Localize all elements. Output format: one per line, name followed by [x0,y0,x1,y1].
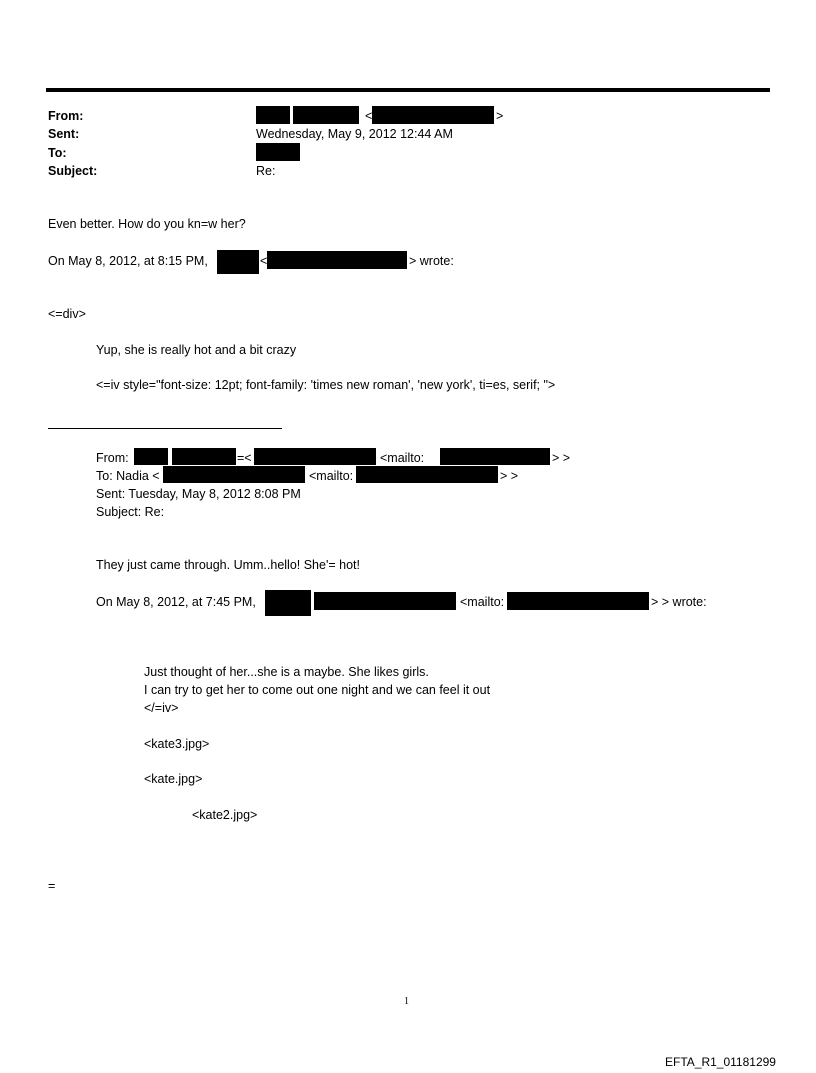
on-wrote-suffix: > > wrote: [651,595,707,609]
redaction-block [265,590,311,616]
style-line: <=iv style="font-size: 12pt; font-family: 'times new roman', 'new york', ti=es, serif; "> [96,378,556,392]
redaction-block [314,592,456,610]
redaction-block [293,106,359,124]
divider [48,428,282,429]
redaction-block [507,592,649,610]
redaction-block [254,448,376,465]
redaction-block [267,251,407,269]
header-rule [46,88,770,92]
quoted-from-eq: =< [237,451,252,465]
redaction-block [217,250,259,274]
quoted-sent: Sent: Tuesday, May 8, 2012 8:08 PM [96,487,301,501]
body-line: I can try to get her to come out one night and we can feel it out [144,683,491,697]
quoted-subject: Subject: Re: [96,505,165,519]
to-label: To: [48,146,67,160]
page-number: 1 [404,996,409,1007]
quoted-to-prefix: To: Nadia < [96,469,160,483]
on-wrote-prefix: On May 8, 2012, at 8:15 PM, [48,254,208,268]
from-gt: > [496,109,504,123]
quoted-from-end: > > [552,451,571,465]
body-line: Even better. How do you kn=w her? [48,217,246,231]
sent-label: Sent: [48,127,80,141]
redaction-block [256,143,300,161]
from-lt: < [365,109,373,123]
sent-value: Wednesday, May 9, 2012 12:44 AM [256,127,453,141]
body-line: Just thought of her...she is a maybe. She likes girls. [144,665,429,679]
redaction-block [172,448,236,465]
div-open-tag: <=div> [48,307,86,321]
end-mark: = [48,879,56,893]
redaction-block [163,466,305,483]
quoted-to-mailto: <mailto: [309,469,354,483]
subject-label: Subject: [48,164,98,178]
document-id: EFTA_R1_01181299 [665,1055,776,1069]
attachment-label: <kate.jpg> [144,772,203,786]
redaction-block [256,106,290,124]
on-wrote-lt: < [260,254,268,268]
attachment-label: <kate3.jpg> [144,737,210,751]
redaction-block [356,466,498,483]
on-wrote-prefix: On May 8, 2012, at 7:45 PM, [96,595,256,609]
attachment-label: <kate2.jpg> [192,808,258,822]
quoted-from-label: From: [96,451,129,465]
div-close-tag: </=iv> [144,701,179,715]
body-line: Yup, she is really hot and a bit crazy [96,343,297,357]
quoted-from-mailto: <mailto: [380,451,425,465]
redaction-block [134,448,168,465]
body-line: They just came through. Umm..hello! She'= hot! [96,558,360,572]
on-wrote-mailto: <mailto: [460,595,505,609]
from-label: From: [48,109,84,123]
redaction-block [440,448,550,465]
redaction-block [372,106,494,124]
subject-value: Re: [256,164,276,178]
quoted-to-end: > > [500,469,519,483]
on-wrote-suffix: > wrote: [409,254,454,268]
